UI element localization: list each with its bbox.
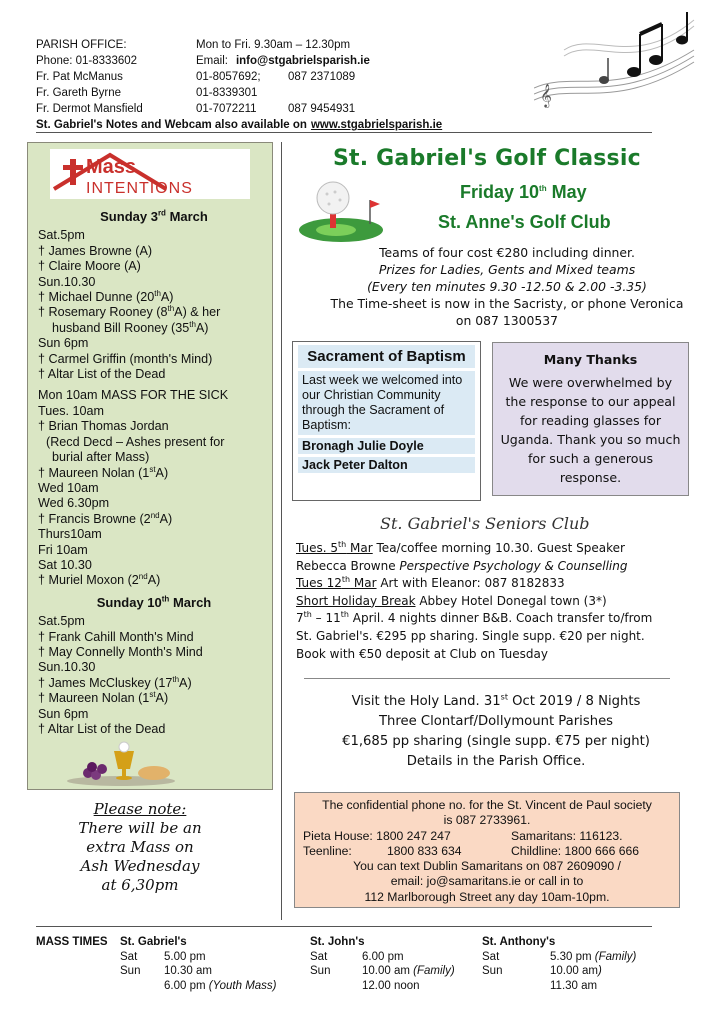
header-divider xyxy=(36,132,652,133)
list-item: Sat.5pm xyxy=(38,614,85,629)
svp-line: 112 Marlborough Street any day 10am-10pm. xyxy=(364,889,610,904)
church-name: St. Gabriel's xyxy=(120,936,187,948)
list-item: † Michael Dunne (20thA) xyxy=(38,288,174,305)
church-name: St. Anthony's xyxy=(482,936,556,948)
teenline-number: 1800 833 634 xyxy=(387,843,462,858)
header-notes-line xyxy=(36,117,442,133)
sunday-10-heading: Sunday 10th March xyxy=(96,594,212,610)
bread-wine-image xyxy=(66,741,176,787)
list-item: Sun 6pm xyxy=(38,336,89,351)
office-phone: Phone: 01-8333602 xyxy=(36,55,138,67)
office-label: PARISH OFFICE: xyxy=(36,39,127,51)
seniors-details xyxy=(296,540,716,663)
golf-line: The Time-sheet is now in the Sacristy, or phone Veronica xyxy=(330,296,684,311)
anthonys-times: St. Anthony's Sat 5.30 pm (Family) Sun 10.00 am ) 11.30 am xyxy=(482,936,637,992)
website-link[interactable]: www.stgabrielsparish.ie xyxy=(310,119,443,131)
gabriels-times: St. Gabriel's Sat 5.00 pm Sun 10.30 am 6.00 pm (Youth Mass) xyxy=(120,936,277,992)
helpline-row xyxy=(303,829,671,844)
note-line: extra Mass on xyxy=(86,838,194,856)
header-row-dermot xyxy=(36,101,442,117)
header-row-office xyxy=(36,37,442,53)
seniors-line: Rebecca Browne Perspective Psychology & Counselling xyxy=(296,558,628,573)
email-link[interactable]: info@stgabrielsparish.ie xyxy=(235,55,370,67)
list-item: † Frank Cahill Month's Mind xyxy=(38,629,194,644)
list-item: † Rosemary Rooney (8thA) & her xyxy=(38,304,221,320)
email-label: Email: xyxy=(196,55,228,67)
church-name: St. John's xyxy=(310,936,365,948)
column-divider xyxy=(281,142,282,920)
golf-details xyxy=(298,244,716,329)
golf-date: Friday 10th May xyxy=(460,182,587,202)
list-item: husband Bill Rooney (35thA) xyxy=(52,319,209,335)
priest-phone: 01-8339301 xyxy=(196,87,258,99)
list-item: burial after Mass) xyxy=(52,450,150,465)
list-item: † Altar List of the Dead xyxy=(38,722,166,736)
list-item: Thurs10am xyxy=(38,527,102,542)
list-item: Sat 10.30 xyxy=(38,557,92,572)
baptism-name: Bronagh Julie Doyle xyxy=(298,438,475,454)
seniors-line: 7th – 11th April. 4 nights dinner B&B. Coach transfer to/from xyxy=(296,610,653,626)
list-item: Fri 10am xyxy=(38,542,88,557)
holy-line: €1,685 pp sharing (single supp. €75 per night) xyxy=(342,734,650,749)
mass-intentions-logo xyxy=(50,149,250,199)
parish-header xyxy=(36,37,442,133)
priest-mobile: 087 9454931 xyxy=(288,103,356,115)
list-item: † Maureen Nolan (1stA) xyxy=(38,690,169,706)
golf-venue: St. Anne's Golf Club xyxy=(438,212,611,232)
list-item: † Muriel Moxon (2ndA) xyxy=(38,572,161,588)
list-item: Tues. 10am xyxy=(38,403,105,418)
list-item: (Recd Decd – Ashes present for xyxy=(46,434,225,449)
note-line: Ash Wednesday xyxy=(80,857,200,875)
holy-line: Three Clontarf/Dollymount Parishes xyxy=(378,714,614,729)
list-item: † James McCluskey (17thA) xyxy=(38,674,192,690)
priest-phone: 01-7072211 xyxy=(196,103,257,115)
helplines-box xyxy=(294,792,680,908)
thanks-title: Many Thanks xyxy=(543,352,638,367)
holy-line: Details in the Parish Office. xyxy=(406,754,586,769)
baptism-title: Sacrament of Baptism xyxy=(298,345,475,368)
svp-line: You can text Dublin Samaritans on 087 2609090 / xyxy=(353,859,621,874)
pieta-number: Pieta House: 1800 247 247 xyxy=(303,828,451,843)
logo-mass-text: Mass xyxy=(86,156,137,178)
list-item: † May Connelly Month's Mind xyxy=(38,644,203,659)
helpline-row xyxy=(303,844,671,859)
seniors-line: Tues. 5th Mar Tea/coffee morning 10.30. Guest Speaker xyxy=(296,540,625,555)
list-item: Sun.10.30 xyxy=(38,274,96,289)
baptism-text: Last week we welcomed into our Christian Community through the Sacrament of Baptism: xyxy=(298,371,475,435)
baptism-box xyxy=(292,341,481,501)
priest-name: Fr. Pat McManus xyxy=(36,71,123,83)
list-item: Sun 6pm xyxy=(38,706,89,721)
list-item: † Maureen Nolan (1stA) xyxy=(38,464,169,480)
note-title: Please note: xyxy=(93,800,187,818)
music-notes-image xyxy=(534,10,696,110)
list-item: † Altar List of the Dead xyxy=(38,367,166,382)
header-row-phone xyxy=(36,53,442,69)
list-item: † Francis Browne (2ndA) xyxy=(38,510,173,526)
johns-times: St. John's Sat 6.00 pm Sun 10.00 am (Family) 12.00 noon xyxy=(310,936,455,992)
list-item: Sat.5pm xyxy=(38,228,85,243)
svg-text:𝄞: 𝄞 xyxy=(540,83,552,107)
svp-line: email: jo@samaritans.ie or call in to xyxy=(390,874,584,889)
svp-line: The confidential phone no. for the St. Vincent de Paul society xyxy=(322,798,652,812)
list-item: Wed 6.30pm xyxy=(38,496,110,511)
note-line: at 6,30pm xyxy=(101,876,179,894)
office-hours: Mon to Fri. 9.30am – 12.30pm xyxy=(196,39,351,51)
section-divider xyxy=(304,678,670,679)
seniors-line: Book with €50 deposit at Club on Tuesday xyxy=(296,646,548,661)
golf-title: St. Gabriel's Golf Classic xyxy=(333,146,641,171)
holy-land-notice xyxy=(296,692,696,772)
list-item: † Claire Moore (A) xyxy=(38,259,141,274)
golf-line: Prizes for Ladies, Gents and Mixed teams xyxy=(378,262,636,277)
priest-mobile: 087 2371089 xyxy=(288,71,356,83)
samaritans-number: Samaritans: 116123. xyxy=(511,828,623,843)
many-thanks-box xyxy=(492,342,689,496)
list-item: † Carmel Griffin (month's Mind) xyxy=(38,351,213,366)
seniors-title: St. Gabriel's Seniors Club xyxy=(380,514,590,533)
svp-line: is 087 2733961. xyxy=(443,813,531,828)
baptism-name: Jack Peter Dalton xyxy=(298,457,475,473)
seniors-line: St. Gabriel's. €295 pp sharing. Single supp. €20 per night. xyxy=(296,628,645,643)
teenline-label: Teenline: xyxy=(303,843,352,858)
header-row-gareth xyxy=(36,85,442,101)
list-item: Mon 10am MASS FOR THE SICK xyxy=(38,388,229,403)
golf-line: (Every ten minutes 9.30 -12.50 & 2.00 -3.35) xyxy=(367,279,647,294)
golf-line: on 087 1300537 xyxy=(455,313,559,328)
priest-name: Fr. Gareth Byrne xyxy=(36,87,122,99)
sunday-3-heading: Sunday 3rd March xyxy=(100,208,208,224)
ash-wednesday-note xyxy=(40,800,240,895)
logo-intentions-text: INTENTIONS xyxy=(86,180,193,197)
mass-intentions-panel xyxy=(27,142,273,790)
priest-phone: 01-8057692; xyxy=(196,71,261,83)
list-item: Sun.10.30 xyxy=(38,660,96,675)
footer-divider xyxy=(36,926,652,927)
thanks-text: We were overwhelmed by the response to our appeal for reading glasses for Uganda. Thank you so much for such a generous response. xyxy=(500,375,681,485)
header-row-pat xyxy=(36,69,442,85)
list-item: Wed 10am xyxy=(38,480,99,495)
note-line: There will be an xyxy=(78,819,202,837)
priest-name: Fr. Dermot Mansfield xyxy=(36,103,143,115)
childline-number: Childline: 1800 666 666 xyxy=(511,843,640,858)
golf-ball-image xyxy=(296,174,386,244)
footer-label: MASS TIMES xyxy=(36,936,108,948)
notes-text: St. Gabriel's Notes and Webcam also available on xyxy=(36,119,307,131)
holy-line: Visit the Holy Land. 31st Oct 2019 / 8 Nights xyxy=(351,692,641,709)
golf-line: Teams of four cost €280 including dinner. xyxy=(379,245,635,260)
seniors-line: Tues 12th Mar Art with Eleanor: 087 8182833 xyxy=(296,575,565,591)
list-item: † James Browne (A) xyxy=(38,243,153,258)
mass-list xyxy=(38,209,270,737)
seniors-line: Short Holiday Break Abbey Hotel Donegal town (3*) xyxy=(296,593,607,608)
list-item: † Brian Thomas Jordan xyxy=(38,419,169,434)
